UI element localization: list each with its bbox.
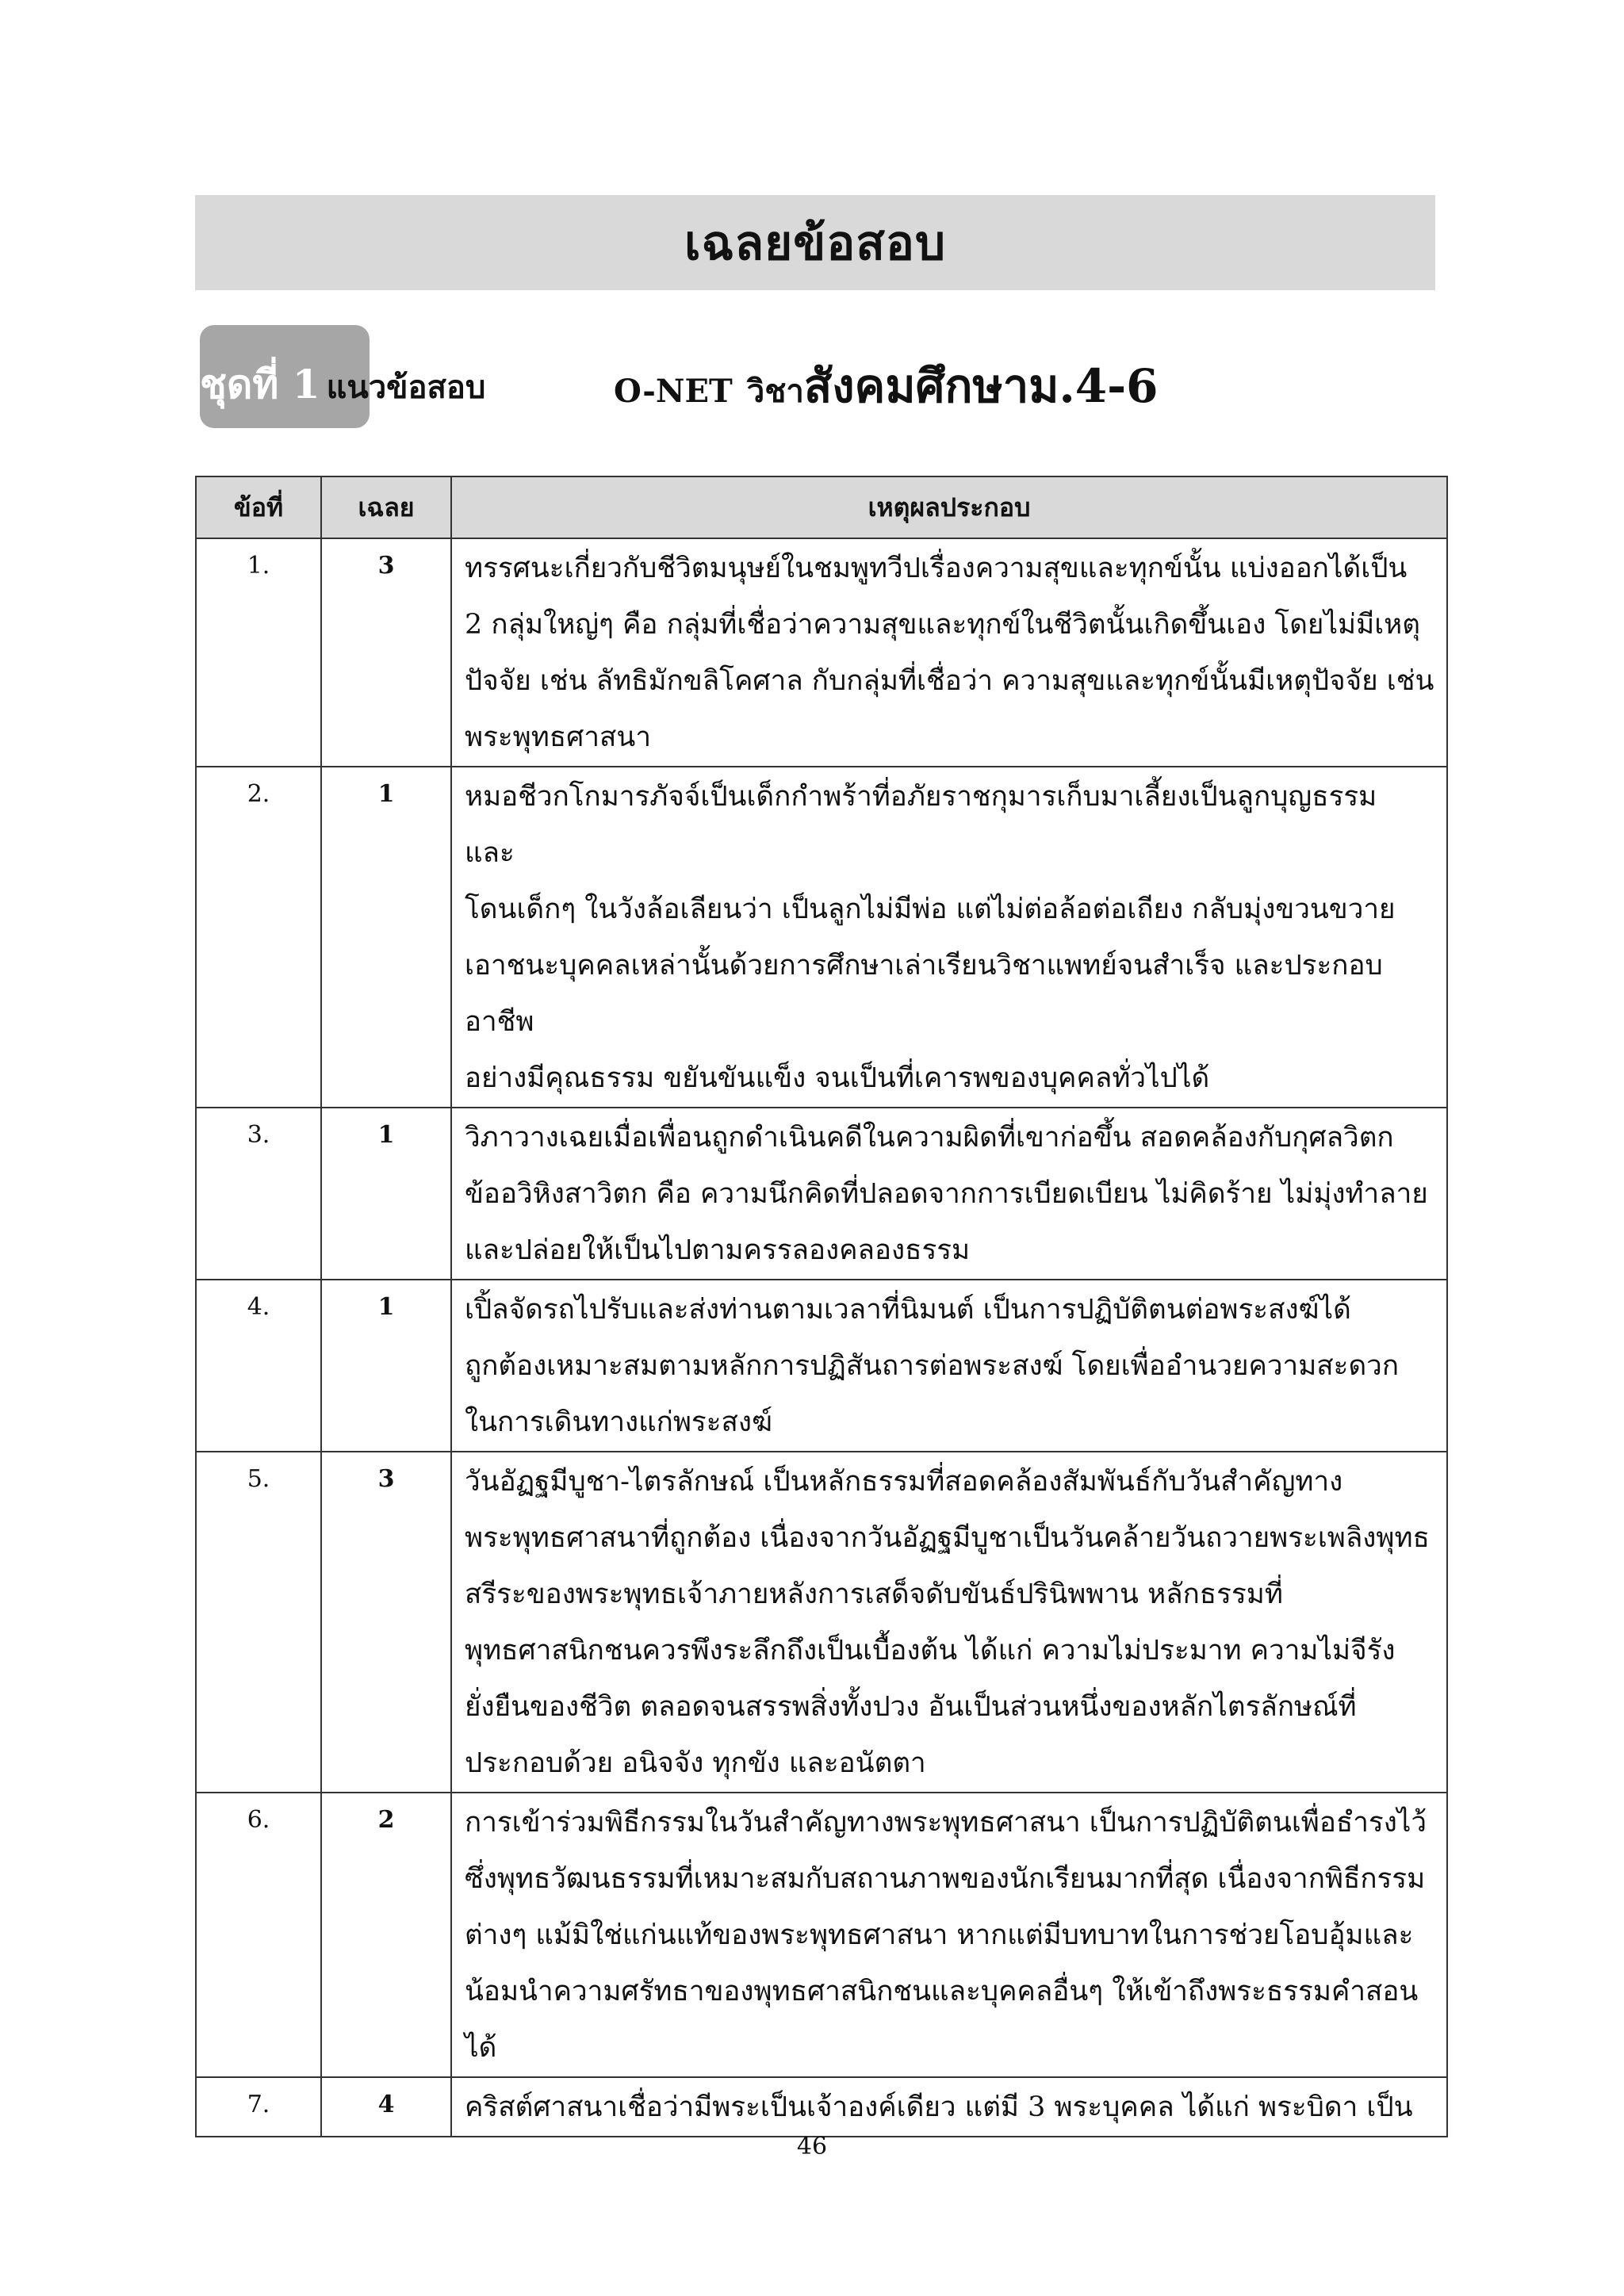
exam-code: O-NET <box>614 373 733 410</box>
reason-line: 2 กลุ่มใหญ่ๆ คือ กลุ่มที่เชื่อว่าความสุขและทุกข์ในชีวิตนั้นเกิดขึ้นเอง โดยไม่มีเหตุ <box>465 609 1420 641</box>
answer-choice: 2 <box>321 1793 451 2077</box>
reason-line: ได้ <box>465 2032 497 2064</box>
answer-choice: 1 <box>321 767 451 1108</box>
reason-line: ต่างๆ แม้มิใช่แก่นแท้ของพระพุทธศาสนา หากแต่มีบทบาทในการช่วยโอบอุ้มและ <box>465 1919 1414 1951</box>
reason-cell <box>451 1793 1447 2077</box>
set-label: แนวข้อสอบ <box>326 369 486 406</box>
answer-choice: 1 <box>321 1108 451 1280</box>
reason-line: ซึ่งพุทธวัฒนธรรมที่เหมาะสมกับสถานภาพของนักเรียนมากที่สุด เนื่องจากพิธีกรรม <box>465 1863 1426 1895</box>
reason-line: ข้ออวิหิงสาวิตก คือ ความนึกคิดที่ปลอดจากการเบียดเบียน ไม่คิดร้าย ไม่มุ่งทำลาย <box>465 1178 1428 1210</box>
reason-line: การเข้าร่วมพิธีกรรมในวันสำคัญทางพระพุทธศาสนา เป็นการปฏิบัติตนเพื่อธำรงไว้ <box>465 1807 1427 1839</box>
table-row <box>196 1108 1447 1280</box>
table-row <box>196 1452 1447 1793</box>
reason-line: ยั่งยืนของชีวิต ตลอดจนสรรพสิ่งทั้งปวง อันเป็นส่วนหนึ่งของหลักไตรลักษณ์ที่ <box>465 1691 1357 1723</box>
exam-set-heading <box>200 325 1437 428</box>
table-row <box>196 538 1447 767</box>
header-answer: เฉลย <box>321 476 451 538</box>
reason-cell <box>451 1280 1447 1452</box>
page-title: เฉลยข้อสอบ <box>684 215 947 271</box>
set-text <box>200 354 485 416</box>
reason-line: คริสต์ศาสนาเชื่อว่ามีพระเป็นเจ้าองค์เดียว แต่มี 3 พระบุคคล ได้แก่ พระบิดา เป็น <box>465 2091 1413 2123</box>
reason-line: วันอัฏฐมีบูชา-ไตรลักษณ์ เป็นหลักธรรมที่สอดคล้องสัมพันธ์กับวันสำคัญทาง <box>465 1466 1343 1498</box>
reason-cell <box>451 538 1447 767</box>
title-bar <box>195 195 1435 290</box>
reason-cell <box>451 2077 1447 2137</box>
table-row <box>196 2077 1447 2137</box>
answer-choice: 4 <box>321 2077 451 2137</box>
answer-choice: 1 <box>321 1280 451 1452</box>
table-row <box>196 1793 1447 2077</box>
reason-line: ในการเดินทางแก่พระสงฆ์ <box>465 1406 772 1438</box>
question-number: 6. <box>196 1793 321 2077</box>
question-number: 5. <box>196 1452 321 1793</box>
reason-line: พุทธศาสนิกชนควรพึงระลึกถึงเป็นเบื้องต้น ได้แก่ ความไม่ประมาท ความไม่จีรัง <box>465 1635 1396 1667</box>
reason-cell <box>451 767 1447 1108</box>
answer-choice: 3 <box>321 538 451 767</box>
question-number: 7. <box>196 2077 321 2137</box>
reason-line: และปล่อยให้เป็นไปตามครรลองคลองธรรม <box>465 1234 971 1266</box>
exam-subject: สังคมศึกษาม.4-6 <box>803 359 1159 413</box>
reason-line: เปิ้ลจัดรถไปรับและส่งท่านตามเวลาที่นิมนต์ เป็นการปฏิบัติตนต่อพระสงฆ์ได้ <box>465 1294 1351 1326</box>
reason-cell <box>451 1452 1447 1793</box>
set-number: ชุดที่ 1 <box>200 361 320 408</box>
reason-line: น้อมนำความศรัทธาของพุทธศาสนิกชนและบุคคลอื่นๆ ให้เข้าถึงพระธรรมคำสอน <box>465 1976 1419 2007</box>
answer-table <box>195 476 1448 2137</box>
question-number: 3. <box>196 1108 321 1280</box>
reason-line: พระพุทธศาสนาที่ถูกต้อง เนื่องจากวันอัฏฐมีบูชาเป็นวันคล้ายวันถวายพระเพลิงพุทธ <box>465 1522 1430 1554</box>
reason-line: ปัจจัย เช่น ลัทธิมักขลิโคศาล กับกลุ่มที่เชื่อว่า ความสุขและทุกข์นั้นมีเหตุปัจจัย เช่น <box>465 665 1434 697</box>
table-header-row <box>196 476 1447 538</box>
reason-line: อย่างมีคุณธรรม ขยันขันแข็ง จนเป็นที่เคารพของบุคคลทั่วไปได้ <box>465 1062 1210 1094</box>
page-number: 46 <box>796 2133 828 2160</box>
reason-line: สรีระของพระพุทธเจ้าภายหลังการเสด็จดับขันธ์ปรินิพพาน หลักธรรมที่ <box>465 1578 1283 1610</box>
reason-line: เอาชนะบุคคลเหล่านั้นด้วยการศึกษาเล่าเรียนวิชาแพทย์จนสำเร็จ และประกอบอาชีพ <box>465 950 1383 1038</box>
question-number: 4. <box>196 1280 321 1452</box>
table-row <box>196 1280 1447 1452</box>
question-number: 2. <box>196 767 321 1108</box>
reason-line: ถูกต้องเหมาะสมตามหลักการปฏิสันถารต่อพระสงฆ์ โดยเพื่ออำนวยความสะดวก <box>465 1350 1400 1382</box>
reason-line: ประกอบด้วย อนิจจัง ทุกขัง และอนัตตา <box>465 1747 926 1779</box>
reason-line: พระพุทธศาสนา <box>465 721 651 753</box>
table-row <box>196 767 1447 1108</box>
reason-line: ทรรศนะเกี่ยวกับชีวิตมนุษย์ในชมพูทวีปเรื่องความสุขและทุกข์นั้น แบ่งออกได้เป็น <box>465 553 1408 584</box>
reason-line: หมอชีวกโกมารภัจจ์เป็นเด็กกำพร้าที่อภัยราชกุมารเก็บมาเลี้ยงเป็นลูกบุญธรรม และ <box>465 781 1377 869</box>
answer-choice: 3 <box>321 1452 451 1793</box>
question-number: 1. <box>196 538 321 767</box>
exam-prefix: วิชา <box>746 373 804 410</box>
header-reason: เหตุผลประกอบ <box>451 476 1447 538</box>
reason-line: วิภาวางเฉยเมื่อเพื่อนถูกดำเนินคดีในความผิดที่เขาก่อขึ้น สอดคล้องกับกุศลวิตก <box>465 1122 1394 1154</box>
reason-line: โดนเด็กๆ ในวังล้อเลียนว่า เป็นลูกไม่มีพ่อ แต่ไม่ต่อล้อต่อเถียง กลับมุ่งขวนขวาย <box>465 894 1396 925</box>
reason-cell <box>451 1108 1447 1280</box>
header-number: ข้อที่ <box>196 476 321 538</box>
exam-title <box>614 349 1159 423</box>
